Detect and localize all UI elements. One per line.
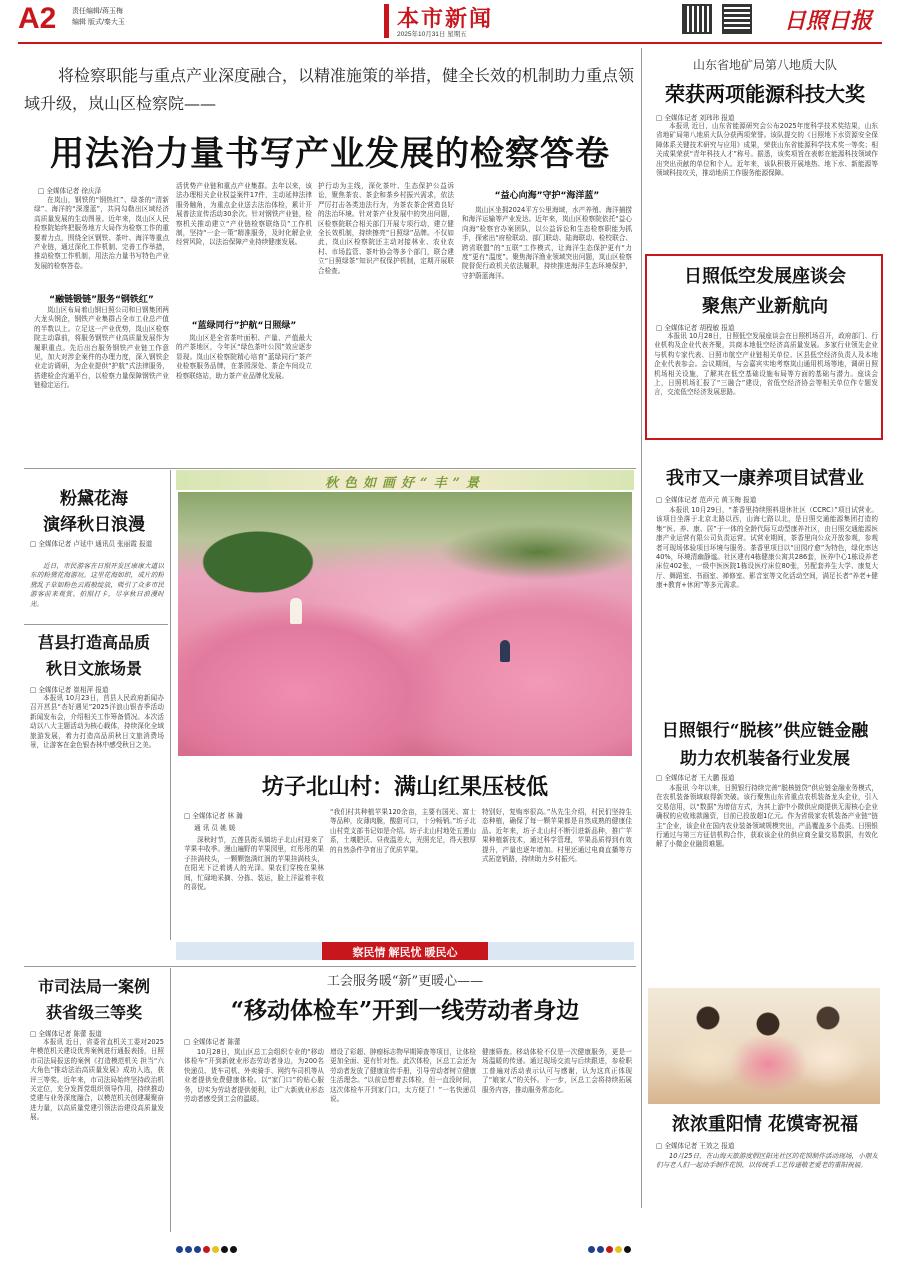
bottom-col3: 健康筛查。移动体检不仅是一次健康服务，更是一场温暖的传递。通过现场交流与后续跟进，参检职工普遍对活动表示认可与感谢，认为这真正体现了“娘家人”的关怀。下一步，区总工会将持续拓展服务内容，推动服务常态化。: [482, 1048, 632, 1094]
lead-col2: 活优势产业链和重点产业集群。去年以来，该法办理相关企业权益案件17件，主动延伸法律服务触角，为重点企业送去法治体检，累计开展普法宣传活动30余次。针对钢铁产业链，检察机关推动建立“产业链检察联络员”工作机制，坚持“一企一策”精准服务，及时化解企业经营风险，以法治保障产业持续健康发展。: [176, 182, 312, 247]
section-rule: [24, 966, 636, 967]
lead-col4-subhead: “益心向海”守护“海洋蓝”: [494, 191, 600, 201]
bottom-right-body: 10月25日，在山海天旅游度假区阳光社区的花馍制作活动现场，小朋友们与老人们一起动手制作花馍，以传统手工艺传递敬老爱老的重阳祝福。: [656, 1152, 878, 1170]
photo-banner-text: 秋色如画好“丰”景: [325, 476, 485, 491]
left-headline2-line1: 莒县打造高品质: [37, 633, 150, 652]
square-bullet-icon: □: [656, 324, 663, 332]
square-bullet-icon: □: [184, 1038, 191, 1046]
bottom-byline: □ 全媒体记者 陈蕾: [184, 1038, 241, 1046]
column-rule: [641, 48, 642, 1208]
paper-logo: 日照日报: [784, 8, 873, 34]
bottom-right-photo: [648, 988, 880, 1104]
right-low-headline-line2: 助力农机装备行业发展: [680, 749, 850, 769]
lead-col2b: 岚山区是全省茶叶面积、产量、产值最大的产茶地区，今年区“绿色茶叶公园”效应逐步显现。岚山区检察院精心培育“蓝绿同行”茶产业检察服务品牌，在茶园深处、茶企车间设立检察联络站，助力茶产业品牌化发展。: [176, 334, 312, 380]
photo-col3: 特别好，复购率很高。”丛先生介绍，村民们坚持生态种植，确保了每一颗苹果都是自然成熟的健康佳品。近年来，坊子北山村不断引进新品种，推广苹果种植新技术，通过科学管理，苹果品质得到有效提升，产量也逐年增加。村里还通过电商直播等方式拓宽销路，持续助力乡村振兴。: [482, 808, 632, 864]
left-byline2: □ 全媒体记者 崔相萍 报道: [30, 686, 109, 694]
photo-byline-2: 通 讯 员 姚 媛: [194, 824, 236, 832]
section-rule: [24, 468, 636, 469]
square-bullet-icon: □: [656, 774, 663, 782]
qr-code-icon: [684, 6, 710, 32]
left-rule: [24, 624, 168, 625]
right-low-byline: □ 全媒体记者 王大鹏 报道: [656, 774, 735, 782]
lead-col4: 岚山区坐拥2024平方公里海域，水产养殖、海洋捕捞和海洋运输等产业发达。近年来，岚山区检察院依托“益心向海”检察官办案团队，以公益诉讼和生态检察职能为抓手，探索出“府检联动、部门联动、陆海联动、检校联合、跨省联盟”的“五联”工作模式，让海洋生态保护更有“力度”更有“温度”。聚焦海洋渔业领域突出问题，岚山区检察院督促行政机关依法履职，持续推进海洋生态环境保护，守护蔚蓝海洋。: [462, 206, 632, 280]
right-top-headline: 荣获两项能源科技大奖: [665, 82, 865, 106]
right-low-body: 本报讯 今年以来，日照银行持续完善“脱核链贷”供应链金融业务模式，在农机装备领域取得新突破。该行聚焦山东省重点农机装备龙头企业，引入交易信用，以“数据”为增信方式，为其上游中小微供应商提供无需核心企业确权的应收账款融资，目前已投放超1亿元。作为省级家农机装备产业链“链主”企业，该企业在国内农业装备领域规模突出，产品覆盖多个品类。日照银行通过与第三方征信机构合作，获取该企业的供应商全量交易数据，有效化解了小微企业融资难题。: [656, 784, 878, 849]
right-mid-headline: 我市又一康养项目试营业: [666, 468, 864, 489]
section-title: 本市新闻: [397, 6, 494, 32]
square-bullet-icon: □: [30, 540, 37, 548]
lead-col3: 护行动为主线，深化茶叶、生态保护公益诉讼，聚焦茶农、茶企和茶乡村振兴需求，依法严厉打击各类违法行为，为茶农茶企营造良好的法治环境。针对茶产业发展中的突出问题，区检察院联合相关部门开展专项行动，建立健全长效机制，持续擦亮“日照绿”品牌。不仅如此，岚山区检察院还主动对接林业、农业农村、市场监管、茶叶协会等多个部门，联合建立“日照绿茶”知识产权保护机制，定期开展联合检查。: [318, 182, 454, 275]
photo-figures: [500, 640, 510, 662]
box-headline-line1: 日照低空发展座谈会: [684, 266, 846, 287]
qr-code-icon: [724, 6, 750, 32]
column-rule: [170, 470, 171, 940]
page-code: A2: [18, 2, 57, 35]
right-low-headline-line1: 日照银行“脱核”供应链金融: [661, 721, 869, 741]
square-bullet-icon: □: [30, 1030, 37, 1038]
square-bullet-icon: □: [184, 812, 191, 820]
right-mid-body: 本报讯 10月29日，“茶香里持续照料退休社区（CCRC）”项目试营业。该项目坐落于北京北路以西，山海七路以北，是日照交通能源集团打造的集“医、养、康、居”于一体的全龄代际互动型康养社区，由日照交通能源医康产业运营有限公司负责运营。试营业期间，茶香里向公众开放参观，参观者可现场体验项目环境与服务。茶香里项目以“田园疗愈”为特色，绿化率达40%，环境清幽静谧。社区建有4栋健康公寓共286套，医养中心1栋设养老床位402张，一级中医医院1栋设医疗床位80张，另配套养生大学、康复大厅、舞蹈室、书画室、禅修室、影音室等文化活动空间，满足长者“养老+健康+教育+休闲”等多元需求。: [656, 506, 878, 590]
color-dots: [588, 1238, 633, 1257]
left-byline1: □ 全媒体记者 卢延中 通讯员 张丽霞 报道: [30, 540, 153, 548]
photo-col2: “我们村共种植苹果120余亩，主要有国光、富士等品种，皮薄肉脆，酸甜可口，十分畅销。”坊子北山村党支部书记如是介绍。坊子北山村地处五莲山系，土壤肥沃、昼夜温差大，光照充足，得天独厚的自然条件孕育出了优质苹果。: [330, 808, 476, 854]
lead-col1-subhead: “融链锻链”服务“钢铁红”: [49, 295, 154, 305]
bottom-headline: “移动体检车”开到一线劳动者身边: [230, 997, 580, 1024]
topic-strip-text: 察民情 解民忧 暖民心: [352, 947, 458, 959]
bottom-left-body: 本报讯 近日，省委省直机关工委对2025年模范机关建设优秀案例进行通报表扬，日照市司法局报送的案例《打造模范机关 担当“六大角色”推动法治高质量发展》成功入选，获评三等奖。近年来，市司法局始终坚持政治机关定位，充分发挥党组织领导作用，持续推动党建与业务深度融合，以模范机关创建凝聚奋进力量，以高质量党建引领法治建设高质量发展。: [30, 1038, 164, 1122]
bottom-col2: 增设了彩超、肿瘤标志物早期筛查等项目，让体检更加全面、更有针对性。此次体检，区总工会还为劳动者发放了健康宣传手册，引导劳动者树立健康生活理念。“以前总想着去体检，但一直没时间，这次体检车开到家门口，太方便了！”一名快递员说。: [330, 1048, 476, 1104]
right-top-kicker: 山东省地矿局第八地质大队: [692, 58, 837, 72]
square-bullet-icon: □: [38, 187, 45, 195]
lead-byline: □ 全媒体记者 徐庆泽: [38, 187, 102, 195]
bottom-kicker: 工会服务暖“新”更暖心——: [326, 974, 484, 989]
lead-headline: 用法治力量书写产业发展的检察答卷: [50, 134, 610, 174]
photo-figures: [290, 598, 302, 624]
bottom-left-byline: □ 全媒体记者 陈蕾 报道: [30, 1030, 102, 1038]
box-byline: □ 全媒体记者 胡程敏 报道: [656, 324, 735, 332]
lead-col1: 在岚山，钢铁的“钢热红”、绿茶的“清新绿”、海洋的“深邃蓝”，共同勾勒出区域经济高质量发展的生动图景。近年来，岚山区人民检察院始终把服务地方大局作为检察工作的重要着力点，围绕全区钢铁、茶叶、海洋等重点产业链，通过深化工作机制、完善工作举措，推动检察工作机制，用法治力量书写特色产业发展的检察答卷。: [34, 196, 169, 270]
right-top-body: 本报讯 近日，山东省能源研究会公布2025年度科学技术奖结果，山东省地矿局第八地质大队分获两项荣誉。该队提交的《日照地下水资源安全保障体系关键技术研究与应用》成果，荣获山东省能源科学技术奖一等奖；相关成果荣获“青年科技人才”称号。据悉，该奖项旨在表彰在能源科技领域作出突出贡献的单位和个人。近年来，该队积极开展地热、地下水、新能源等领域科技攻关，推动地质工作服务能源保障。: [656, 122, 878, 178]
lead-col2-subhead: “蓝绿同行”护航“日照绿”: [191, 321, 297, 331]
lead-kicker: 将检察职能与重点产业深度融合，以精准施策的举措，健全长效的机制助力重点领域升级，岚山区检察院——: [24, 66, 635, 113]
masthead-rule: [18, 42, 882, 44]
box-body: 本报讯 10月28日，日照低空发展座谈会在日照机场召开，政府部门、行业机构及企业代表齐聚，共商本地低空经济高质量发展。多家行业领先企业与机构专家代表、日照市航空产业链相关单位、区县低空经济负责人及本地企业代表参会。会议期间，与会嘉宾实地考察岚山通用机场等地，调研日照机场相关设施，了解其在低空基础设施布局等方面的基础与潜力。座谈会上，日照机场汇报了“三融合”建设，省低空经济协会等相关单位作专题发言，交流低空经济发展思路。: [654, 332, 878, 397]
bottom-left-headline-line2: 获省级三等奖: [45, 1003, 142, 1022]
square-bullet-icon: □: [656, 1142, 663, 1150]
bottom-right-byline: □ 全媒体记者 王效之 报道: [656, 1142, 735, 1150]
editor-line-2: 编辑 版式/秦大玉: [72, 19, 125, 26]
left-headline1-line2: 演绎秋日浪漫: [43, 515, 145, 535]
editor-line-1: 责任编辑/蒋玉梅: [72, 8, 123, 15]
photo-caption: 坊子北山村：满山红果压枝低: [261, 774, 548, 800]
left-headline2-line2: 秋日文旅场景: [45, 659, 142, 678]
square-bullet-icon: □: [656, 496, 663, 504]
left-body1: 近日，市民游客在日照开发区康康大道以东的粉黛花海游玩。这里花海如织，成片的粉黛乱子草如粉色云霞般绽放，吸引了众多市民游客前来观赏、拍照打卡，尽享秋日浪漫时光。: [30, 562, 164, 608]
square-bullet-icon: □: [30, 686, 37, 694]
photo-col1: 深秋时节，五莲县街头镇坊子北山村迎来了苹果丰收季。漫山遍野的苹果园里，红彤彤的果子挂满枝头，一颗颗饱满红润的苹果挂满枝头，在阳光下泛着诱人的光泽。果农们穿梭在果林间，忙碌地采摘、分拣、装运，脸上洋溢着丰收的喜悦。: [184, 836, 324, 892]
right-top-byline: □ 全媒体记者 刘玮玮 报道: [656, 114, 735, 122]
box-headline-line2: 聚焦产业新航向: [702, 296, 828, 317]
bottom-right-headline: 浓浓重阳情 花馍寄祝福: [671, 1114, 859, 1135]
masthead-bar: [384, 4, 389, 38]
lead-col1b: 岚山区布局着山钢日照公司和日钢集团两大龙头钢企，钢铁产业集群占全市工业总产值的半数以上。立足这一产业优势，岚山区检察院主动靠前，将服务钢铁产业高质量发展作为履职重点。先后出台服务钢铁产业链工作意见，加大对涉企案件的办理力度，深入钢铁企业走访调研，为企业提供“护航”式法律服务，搭建检企沟通平台，以检察力量保障钢铁产业链稳定运行。: [34, 306, 169, 390]
square-bullet-icon: □: [656, 114, 663, 122]
issue-date: 2025年10月31日 星期五: [397, 31, 467, 38]
left-headline1-line1: 粉黛花海: [60, 489, 128, 509]
photo-byline-1: □ 全媒体记者 林 瀚: [184, 812, 243, 820]
left-body2: 本报讯 10月23日，莒县人民政府新闻办召开莒县“杏好遇见”2025洋浪山银杏季活动新闻发布会，介绍相关工作筹备情况。本次活动以八大主题活动为核心载体，持续深化全域旅游发展，着力打造高品质秋日文旅消费场景，让游客在金色银杏林中感受秋日之美。: [30, 694, 164, 750]
column-rule: [170, 968, 171, 1232]
bottom-left-headline-line1: 市司法局一案例: [37, 977, 150, 996]
color-dots: [176, 1238, 239, 1257]
bottom-col1: 10月28日，岚山区总工会组织专业的“移动体检车”开到新就业形态劳动者身边，为200名快递员、货车司机、外卖骑手、网约车司机等从业者提供免费健康体检。以“家门口”的贴心服务，切实为劳动者提供便利，让广大新就业形态劳动者感受到工会的温暖。: [184, 1048, 324, 1104]
right-mid-byline: □ 全媒体记者 范声元 黄玉梅 报道: [656, 496, 757, 504]
feature-photo: [178, 492, 632, 756]
